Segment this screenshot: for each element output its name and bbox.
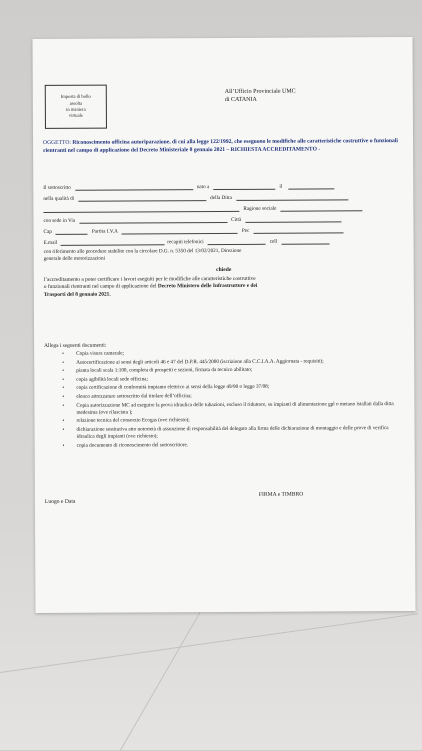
oggetto-prefix: OGGETTO:: [43, 139, 73, 146]
office-line: All’Ufficio Provinciale UMC: [224, 88, 296, 95]
form-row-qualita: [43, 194, 401, 203]
label-ditta: della Ditta: [210, 194, 232, 202]
field-pec[interactable]: [253, 227, 343, 233]
stamp-line: Imposta di bollo: [60, 93, 91, 100]
field-cap[interactable]: [56, 229, 88, 235]
label-recapiti: recapiti telefonici: [167, 239, 204, 246]
document-list-item: • copia documento di riconoscimento del sottoscrittore.: [63, 441, 399, 450]
accreditamento-bold: Decreto Ministero delle Infrastrutture e dei: [157, 283, 258, 290]
accreditamento-plain: o funzionali rientranti nel campo di applicazione del: [43, 283, 158, 291]
document-list-item: • pianta locali scala 1:100, completa di prospetti e sezioni, firmata da tecnico abilitato;: [62, 366, 398, 375]
document-list-item: • Copia visura camerale;: [62, 349, 398, 358]
label-sede: con sede in Via: [43, 217, 76, 224]
label-qualita: nella qualità di: [43, 195, 75, 202]
form-row-sottoscritto: [43, 183, 401, 192]
text-riferimento: con riferimento alle procedure stabilite con la circolare D.G. n. 5350 del 13/02/2021, Direzione: [43, 247, 242, 255]
field-sottoscritto[interactable]: [75, 184, 193, 191]
document-list-item: • copia certificazione di conformità impianto elettrico ai sensi della legge 49/90 o legge 37/08;: [62, 384, 398, 393]
label-il: il: [279, 183, 283, 190]
document-list-item: • Copia autorizzazione MC ad eseguire la prova idraulica delle tubazioni, escluso il riduttore, su impianti di alimentazione gpl o metano istallati dalla ditta medesima (ove rilasciata );: [62, 401, 398, 417]
form-row-ragione: [43, 205, 401, 214]
stamp-line: virtuale: [68, 113, 83, 119]
field-qualita[interactable]: [78, 195, 206, 202]
field-cell[interactable]: [281, 238, 329, 244]
label-sottoscritto: Il sottoscritto: [43, 184, 71, 191]
stamp-line: assolta: [69, 100, 83, 106]
label-pec: Pec: [241, 227, 250, 234]
document-list-item: • Autocertificazione ai sensi degli articoli 46 e 47 del D.P.R. 445/2000 (iscrizione alla C.C.I.A.A. Aggiornata - requisiti);: [62, 358, 398, 367]
form-row-sede: [43, 216, 401, 225]
accreditamento-paragraph: [44, 275, 402, 299]
field-piva[interactable]: [122, 228, 238, 235]
form-row-email: [44, 238, 402, 247]
label-ragione: Ragione sociale: [243, 205, 277, 212]
luogo-data: Luogo e Data: [44, 498, 76, 505]
field-ragione[interactable]: [280, 205, 362, 211]
form-row-generale: [44, 254, 402, 263]
field-il[interactable]: [288, 183, 334, 189]
field-ragione-prefix[interactable]: [43, 206, 239, 213]
form-row-cap: [43, 227, 401, 236]
label-citta: Città: [231, 216, 242, 223]
document-list-item: • elenco attrezzature sottoscritto dal titolare dell’officina;: [62, 392, 398, 401]
field-sede[interactable]: [79, 217, 227, 224]
oggetto-paragraph: [43, 138, 401, 155]
stamp-line: in maniera: [66, 106, 86, 112]
label-email: E.mail: [43, 239, 58, 246]
accreditamento-bold: Trasporti del 8 gennaio 2021.: [43, 291, 111, 298]
document-page: [32, 37, 415, 613]
stamp-box: [45, 85, 107, 129]
document-list-item: • copia agibilità locali sede officina;: [62, 375, 398, 384]
office-line: di CATANIA: [224, 97, 257, 104]
chiede-heading: chiede: [216, 266, 232, 274]
office-address: [225, 88, 296, 105]
firma-timbro: FIRMA e TIMBRO: [258, 491, 304, 498]
label-cap: Cap: [43, 228, 52, 235]
text-generale: generale delle motorizzazioni: [43, 255, 106, 262]
document-list-item: • dichiarazione sostitutiva atto notorietà di assunzione di responsabilità del delegato alla firma delle dichiarazione di montaggio e delle prove di verifica idraulica degli impianti (ove richiesto);: [63, 425, 399, 441]
label-piva: Partita I.V.A: [91, 228, 118, 235]
floor-tile-line: [0, 613, 418, 673]
document-list-item: • relazione tecnica del consorzio Ecogas (ove richiesto);: [62, 416, 398, 425]
documents-list: [62, 349, 399, 451]
accreditamento-line: [44, 290, 402, 299]
label-nato-a: nato a: [196, 184, 210, 191]
field-citta[interactable]: [245, 216, 341, 223]
field-email[interactable]: [60, 239, 164, 246]
field-recapiti[interactable]: [208, 239, 266, 245]
field-ditta[interactable]: [236, 194, 348, 201]
field-nato-a[interactable]: [213, 184, 275, 190]
allega-heading: Allega i seguenti documenti:: [44, 342, 107, 349]
oggetto-text: Riconoscimento officina autoriparazione, di cui alla legge 122/1992, che eseguono le modifiche alle caratteristiche costruttive o funzionali rientranti nel campo di applicazione del Decreto Ministeriale 8 gennaio 2021 – RICHIESTA ACCREDITAMENTO -: [43, 138, 398, 154]
label-cell: cell: [269, 238, 278, 245]
accreditamento-line: l’accreditamento a poter certificare i lavori eseguiti per le modifiche alle caratteristiche costruttive: [43, 275, 256, 283]
